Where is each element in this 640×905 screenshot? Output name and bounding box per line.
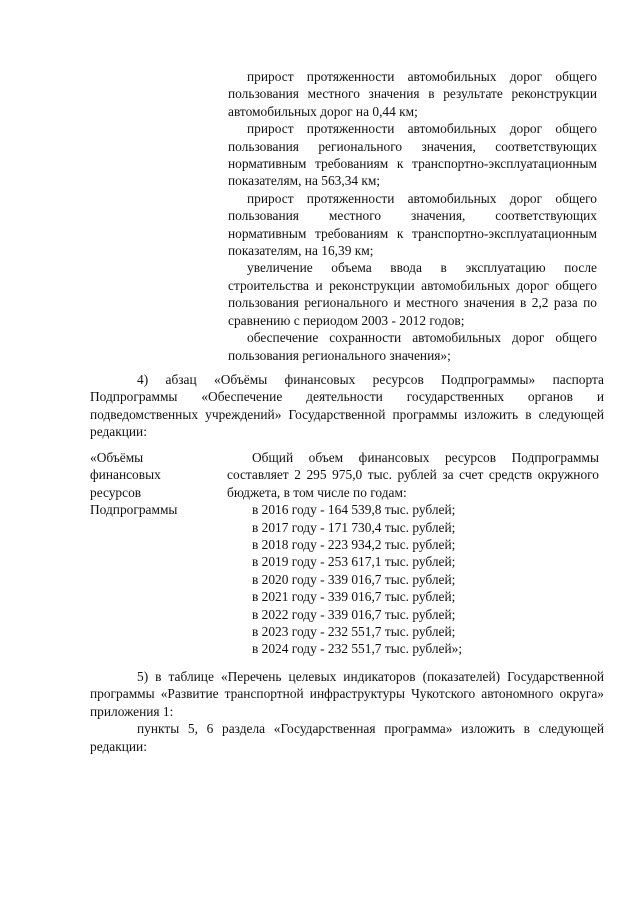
funding-year-item: в 2023 году - 232 551,7 тыс. рублей;	[252, 624, 456, 640]
funding-year-item: в 2024 году - 232 551,7 тыс. рублей»;	[252, 641, 463, 657]
paragraph-5	[90, 668, 604, 755]
funding-year-item: в 2021 году - 339 016,7 тыс. рублей;	[252, 589, 456, 605]
funding-total: Общий объем финансовых ресурсов Подпрограммы составляет 2 295 975,0 тыс. рублей за счет средств окружного бюджета, в том числе по годам:	[227, 450, 599, 500]
funding-year-item: в 2016 году - 164 539,8 тыс. рублей;	[252, 502, 456, 518]
indicator-item: обеспечение сохранности автомобильных дорог общего пользования регионального значения»;	[228, 330, 597, 363]
label-line: «Объёмы	[90, 450, 144, 465]
funding-years-list	[227, 501, 599, 658]
label-line: Подпрограммы	[90, 502, 178, 518]
indicator-item: увеличение объема ввода в эксплуатацию после строительства и реконструкции автомобильных дорог общего пользования регионального и местного значения в 2,2 раза по сравнению с периодом 2003 - 2012 годов;	[228, 260, 597, 328]
label-line: финансовых	[90, 467, 161, 483]
paragraph-4	[90, 371, 604, 441]
funding-year-item: в 2019 году - 253 617,1 тыс. рублей;	[252, 554, 456, 570]
funding-year-item: в 2017 году - 171 730,4 тыс. рублей;	[252, 519, 456, 535]
indicator-item: прирост протяженности автомобильных дорог общего пользования местного значения, соответствующих нормативным требованиям к транспортно-эксплуатационным показателям, на 16,39 км;	[228, 190, 597, 259]
funding-table-label	[90, 449, 220, 519]
paragraph-4-text: 4) абзац «Объёмы финансовых ресурсов Подпрограммы» паспорта Подпрограммы «Обеспечение деятельности государственных органов и подведомственных учреждений» Государственной программы изложить в следующей редакции:	[90, 372, 604, 440]
label-line: ресурсов	[90, 484, 142, 500]
funding-year-item: в 2018 году - 223 934,2 тыс. рублей;	[252, 537, 456, 553]
paragraph-5-sub-text: пункты 5, 6 раздела «Государственная программа» изложить в следующей редакции:	[90, 721, 604, 754]
indicator-list	[228, 68, 597, 364]
paragraph-5-text: 5) в таблице «Перечень целевых индикаторов (показателей) Государственной программы «Развитие транспортной инфраструктуры Чукотского автономного округа» приложения 1:	[90, 669, 604, 719]
funding-year-item: в 2020 году - 339 016,7 тыс. рублей;	[252, 571, 456, 587]
funding-table-content	[227, 449, 599, 658]
indicator-item: прирост протяженности автомобильных дорог общего пользования регионального значения, соответствующих нормативным требованиям к транспортно-эксплуатационным показателям, на 563,34 км;	[228, 121, 597, 189]
indicator-item: прирост протяженности автомобильных дорог общего пользования местного значения в результате реконструкции автомобильных дорог на 0,44 км;	[228, 69, 597, 119]
funding-year-item: в 2022 году - 339 016,7 тыс. рублей;	[252, 606, 456, 622]
